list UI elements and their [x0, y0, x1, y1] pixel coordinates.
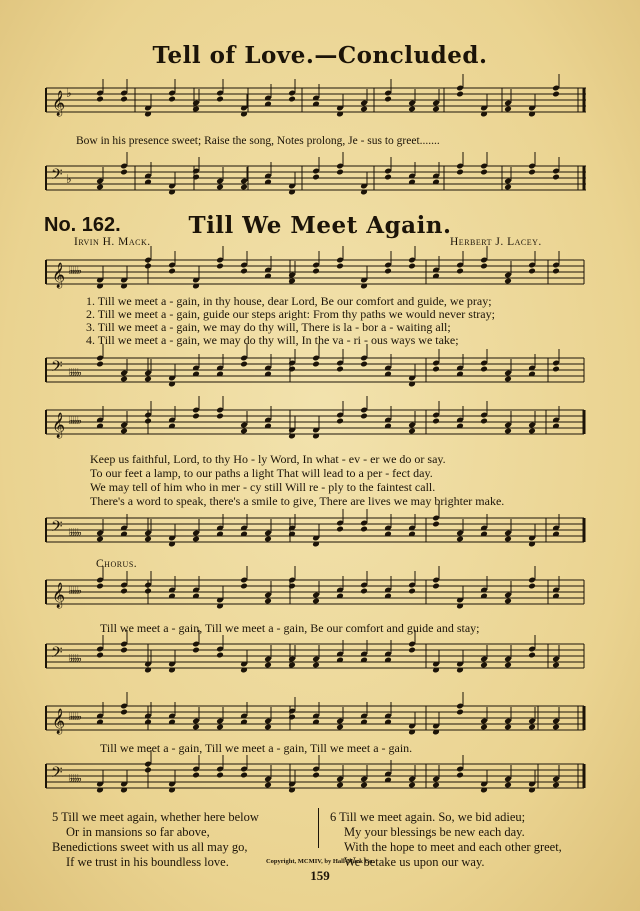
notehead [144, 418, 152, 425]
notehead [384, 174, 392, 181]
notehead [432, 583, 440, 590]
stanza-6-line-3: With the hope to meet and each other greet, [344, 840, 562, 854]
svg-text:𝄞: 𝄞 [52, 262, 66, 287]
notehead [192, 647, 200, 654]
notehead [120, 376, 128, 383]
notehead [144, 536, 152, 543]
notehead [504, 376, 512, 383]
notehead [240, 772, 248, 779]
notehead [480, 662, 488, 669]
notehead [552, 782, 560, 789]
top-hymn-title: Tell of Love.—Concluded. [152, 42, 488, 69]
notehead [120, 647, 128, 654]
stanza-6-line-4: We betake us upon our way. [344, 855, 485, 869]
noteheads [96, 750, 560, 793]
verse1-line-a: 1. Till we meet a - gain, in thy house, dear Lord, Be our comfort and guide, we pray; [86, 294, 492, 308]
notehead [504, 184, 512, 191]
notehead [360, 361, 368, 368]
notehead [192, 174, 200, 181]
svg-text:♭: ♭ [66, 86, 72, 100]
notehead [456, 536, 464, 543]
notehead [120, 709, 128, 716]
svg-text:♭♭♭♭♭: ♭♭♭♭♭ [68, 773, 79, 785]
svg-text:𝄞: 𝄞 [52, 708, 66, 733]
stanza-divider [318, 808, 319, 848]
stanza-6-line-1: 6 Till we meet again. So, we bid adieu; [330, 810, 526, 824]
notehead [432, 106, 440, 113]
notehead [240, 583, 248, 590]
chorus-lyric-line-1: Till we meet a - gain, Till we meet a - gain, Be our comfort and guide and stay; [100, 621, 480, 635]
notehead [360, 526, 368, 533]
svg-text:𝄢: 𝄢 [51, 518, 63, 538]
notehead [432, 782, 440, 789]
notehead [432, 418, 440, 425]
notehead [312, 174, 320, 181]
stanza-6-line-2: My your blessings be new each day. [344, 825, 525, 839]
verse3-line-a: 3. Till we meet a - gain, we may do thy will, There is la - bor a - waiting all; [86, 320, 451, 334]
noteheads [96, 630, 560, 673]
svg-text:♭♭♭♭♭: ♭♭♭♭♭ [68, 265, 79, 277]
notehead [240, 268, 248, 275]
notehead [384, 96, 392, 103]
system1-bass-staff [0, 352, 640, 392]
notehead [360, 782, 368, 789]
notehead [240, 184, 248, 191]
notehead [552, 174, 560, 181]
verse2-line-a: 2. Till we meet a - gain, guide our steps aright: From thy paths we would never stray; [86, 307, 495, 321]
notehead [480, 169, 488, 176]
noteheads [96, 74, 560, 117]
notehead [288, 278, 296, 285]
notehead [96, 184, 104, 191]
verse2-line-b: To our feet a lamp, to our paths a light That will lead to a per - fect day. [90, 466, 433, 480]
notehead [336, 526, 344, 533]
noteheads [96, 152, 560, 195]
notehead [336, 366, 344, 373]
stanza-5-line-3: Benedictions sweet with us all may go, [52, 840, 248, 854]
notehead [216, 772, 224, 779]
notehead [408, 428, 416, 435]
notehead [288, 714, 296, 721]
notehead [312, 361, 320, 368]
notehead [456, 91, 464, 98]
system3-treble-staff [0, 574, 640, 614]
chorus-lyric-line-2: Till we meet a - gain, Till we meet a - gain, Till we meet a - gain. [100, 741, 413, 755]
notehead [168, 268, 176, 275]
svg-text:𝄞: 𝄞 [52, 582, 66, 607]
notehead [216, 263, 224, 270]
page-number: 159 [310, 868, 330, 883]
notehead [336, 169, 344, 176]
noteheads [96, 344, 560, 387]
svg-text:𝄞: 𝄞 [52, 90, 66, 115]
notehead [96, 96, 104, 103]
noteheads [96, 566, 560, 609]
notehead [312, 662, 320, 669]
notehead [504, 278, 512, 285]
svg-text:𝄢: 𝄢 [51, 764, 63, 784]
notehead [384, 268, 392, 275]
notehead [504, 106, 512, 113]
notehead [192, 536, 200, 543]
notehead [216, 413, 224, 420]
hymn-title: Till We Meet Again. [188, 212, 452, 239]
svg-text:♭♭♭♭♭: ♭♭♭♭♭ [68, 527, 79, 539]
verse4-line-a: 4. Till we meet a - gain, we may do thy will, In the va - ri - ous ways we take; [86, 333, 459, 347]
notehead [360, 106, 368, 113]
notehead [432, 366, 440, 373]
svg-text:𝄢: 𝄢 [51, 166, 63, 186]
copyright-notice: Copyright, MCMIV, by Hall-Mack Co. [265, 858, 375, 865]
top-bass-staff [0, 160, 640, 200]
stanza-5-line-4: If we trust in his boundless love. [66, 855, 229, 869]
notehead [192, 724, 200, 731]
notehead [312, 268, 320, 275]
notehead [96, 583, 104, 590]
svg-text:𝄞: 𝄞 [52, 412, 66, 437]
composer-credit: Herbert J. Lacey. [450, 236, 542, 248]
notehead [312, 598, 320, 605]
notehead [504, 724, 512, 731]
system2-treble-staff [0, 404, 640, 444]
svg-text:𝄢: 𝄢 [51, 358, 63, 378]
hymn-number: No. 162. [44, 214, 121, 236]
notehead [168, 96, 176, 103]
notehead [216, 652, 224, 659]
notehead [360, 588, 368, 595]
notehead [456, 772, 464, 779]
notehead [552, 268, 560, 275]
svg-text:♭♭♭♭♭: ♭♭♭♭♭ [68, 711, 79, 723]
system4-treble-staff [0, 700, 640, 740]
notehead [216, 724, 224, 731]
notehead [504, 598, 512, 605]
verse3-line-b: We may tell of him who in mer - cy still Will re - ply to the faintest call. [90, 480, 436, 494]
notehead [240, 428, 248, 435]
system3-bass-staff [0, 638, 640, 678]
notehead [504, 428, 512, 435]
notehead [264, 724, 272, 731]
notehead [336, 263, 344, 270]
notehead [264, 536, 272, 543]
notehead [336, 418, 344, 425]
notehead [552, 662, 560, 669]
notehead [528, 428, 536, 435]
notehead [288, 96, 296, 103]
verse4-line-b: There's a word to speak, there's a smile to give, There are lives we may brighter make. [90, 494, 505, 508]
notehead [192, 106, 200, 113]
svg-text:♭♭♭♭♭: ♭♭♭♭♭ [68, 415, 79, 427]
notehead [408, 647, 416, 654]
notehead [456, 709, 464, 716]
notehead [552, 91, 560, 98]
svg-text:♭♭♭♭♭: ♭♭♭♭♭ [68, 653, 79, 665]
notehead [336, 724, 344, 731]
notehead [528, 583, 536, 590]
notehead [96, 536, 104, 543]
notehead [216, 96, 224, 103]
notehead [120, 428, 128, 435]
notehead [480, 418, 488, 425]
notehead [144, 263, 152, 270]
svg-text:♭♭♭♭♭: ♭♭♭♭♭ [68, 585, 79, 597]
top-lyric-line: Bow in his presence sweet; Raise the song, Notes prolong, Je - sus to greet....... [76, 135, 440, 147]
system1-treble-staff [0, 254, 640, 294]
notehead [264, 598, 272, 605]
noteheads [96, 692, 560, 735]
noteheads [96, 504, 560, 547]
notehead [504, 536, 512, 543]
notehead [120, 169, 128, 176]
notehead [408, 588, 416, 595]
system2-bass-staff [0, 512, 640, 552]
svg-text:♭♭♭♭♭: ♭♭♭♭♭ [68, 367, 79, 379]
notehead [432, 521, 440, 528]
svg-text:♭: ♭ [66, 172, 72, 186]
notehead [192, 772, 200, 779]
notehead [264, 662, 272, 669]
notehead [240, 361, 248, 368]
system4-bass-staff [0, 758, 640, 798]
notehead [456, 268, 464, 275]
notehead [408, 263, 416, 270]
stanza-5-line-1: 5 Till we meet again, whether here below [52, 810, 259, 824]
notehead [408, 782, 416, 789]
notehead [552, 724, 560, 731]
author-credit: Irvin H. Mack. [74, 236, 151, 248]
chorus-label: Chorus. [96, 558, 138, 570]
notehead [216, 184, 224, 191]
top-treble-staff [0, 82, 640, 142]
notehead [96, 652, 104, 659]
notehead [336, 782, 344, 789]
verse1-line-b: Keep us faithful, Lord, to thy Ho - ly Word, In what - ev - er we do or say. [90, 452, 446, 466]
notehead [96, 361, 104, 368]
notehead [120, 96, 128, 103]
notehead [120, 588, 128, 595]
svg-text:𝄢: 𝄢 [51, 644, 63, 664]
notehead [144, 588, 152, 595]
notehead [504, 782, 512, 789]
notehead [192, 413, 200, 420]
notehead [528, 652, 536, 659]
notehead [264, 782, 272, 789]
notehead [312, 772, 320, 779]
noteheads [96, 246, 560, 289]
notehead [528, 724, 536, 731]
stanza-5-line-2: Or in mansions so far above, [66, 825, 210, 839]
notehead [528, 268, 536, 275]
notehead [480, 366, 488, 373]
notehead [408, 106, 416, 113]
notehead [480, 724, 488, 731]
notehead [552, 366, 560, 373]
noteheads [96, 396, 560, 439]
notehead [288, 366, 296, 373]
notehead [528, 169, 536, 176]
notehead [288, 583, 296, 590]
notehead [144, 376, 152, 383]
notehead [456, 169, 464, 176]
notehead [480, 263, 488, 270]
notehead [360, 413, 368, 420]
notehead [504, 662, 512, 669]
notehead [144, 767, 152, 774]
notehead [288, 662, 296, 669]
